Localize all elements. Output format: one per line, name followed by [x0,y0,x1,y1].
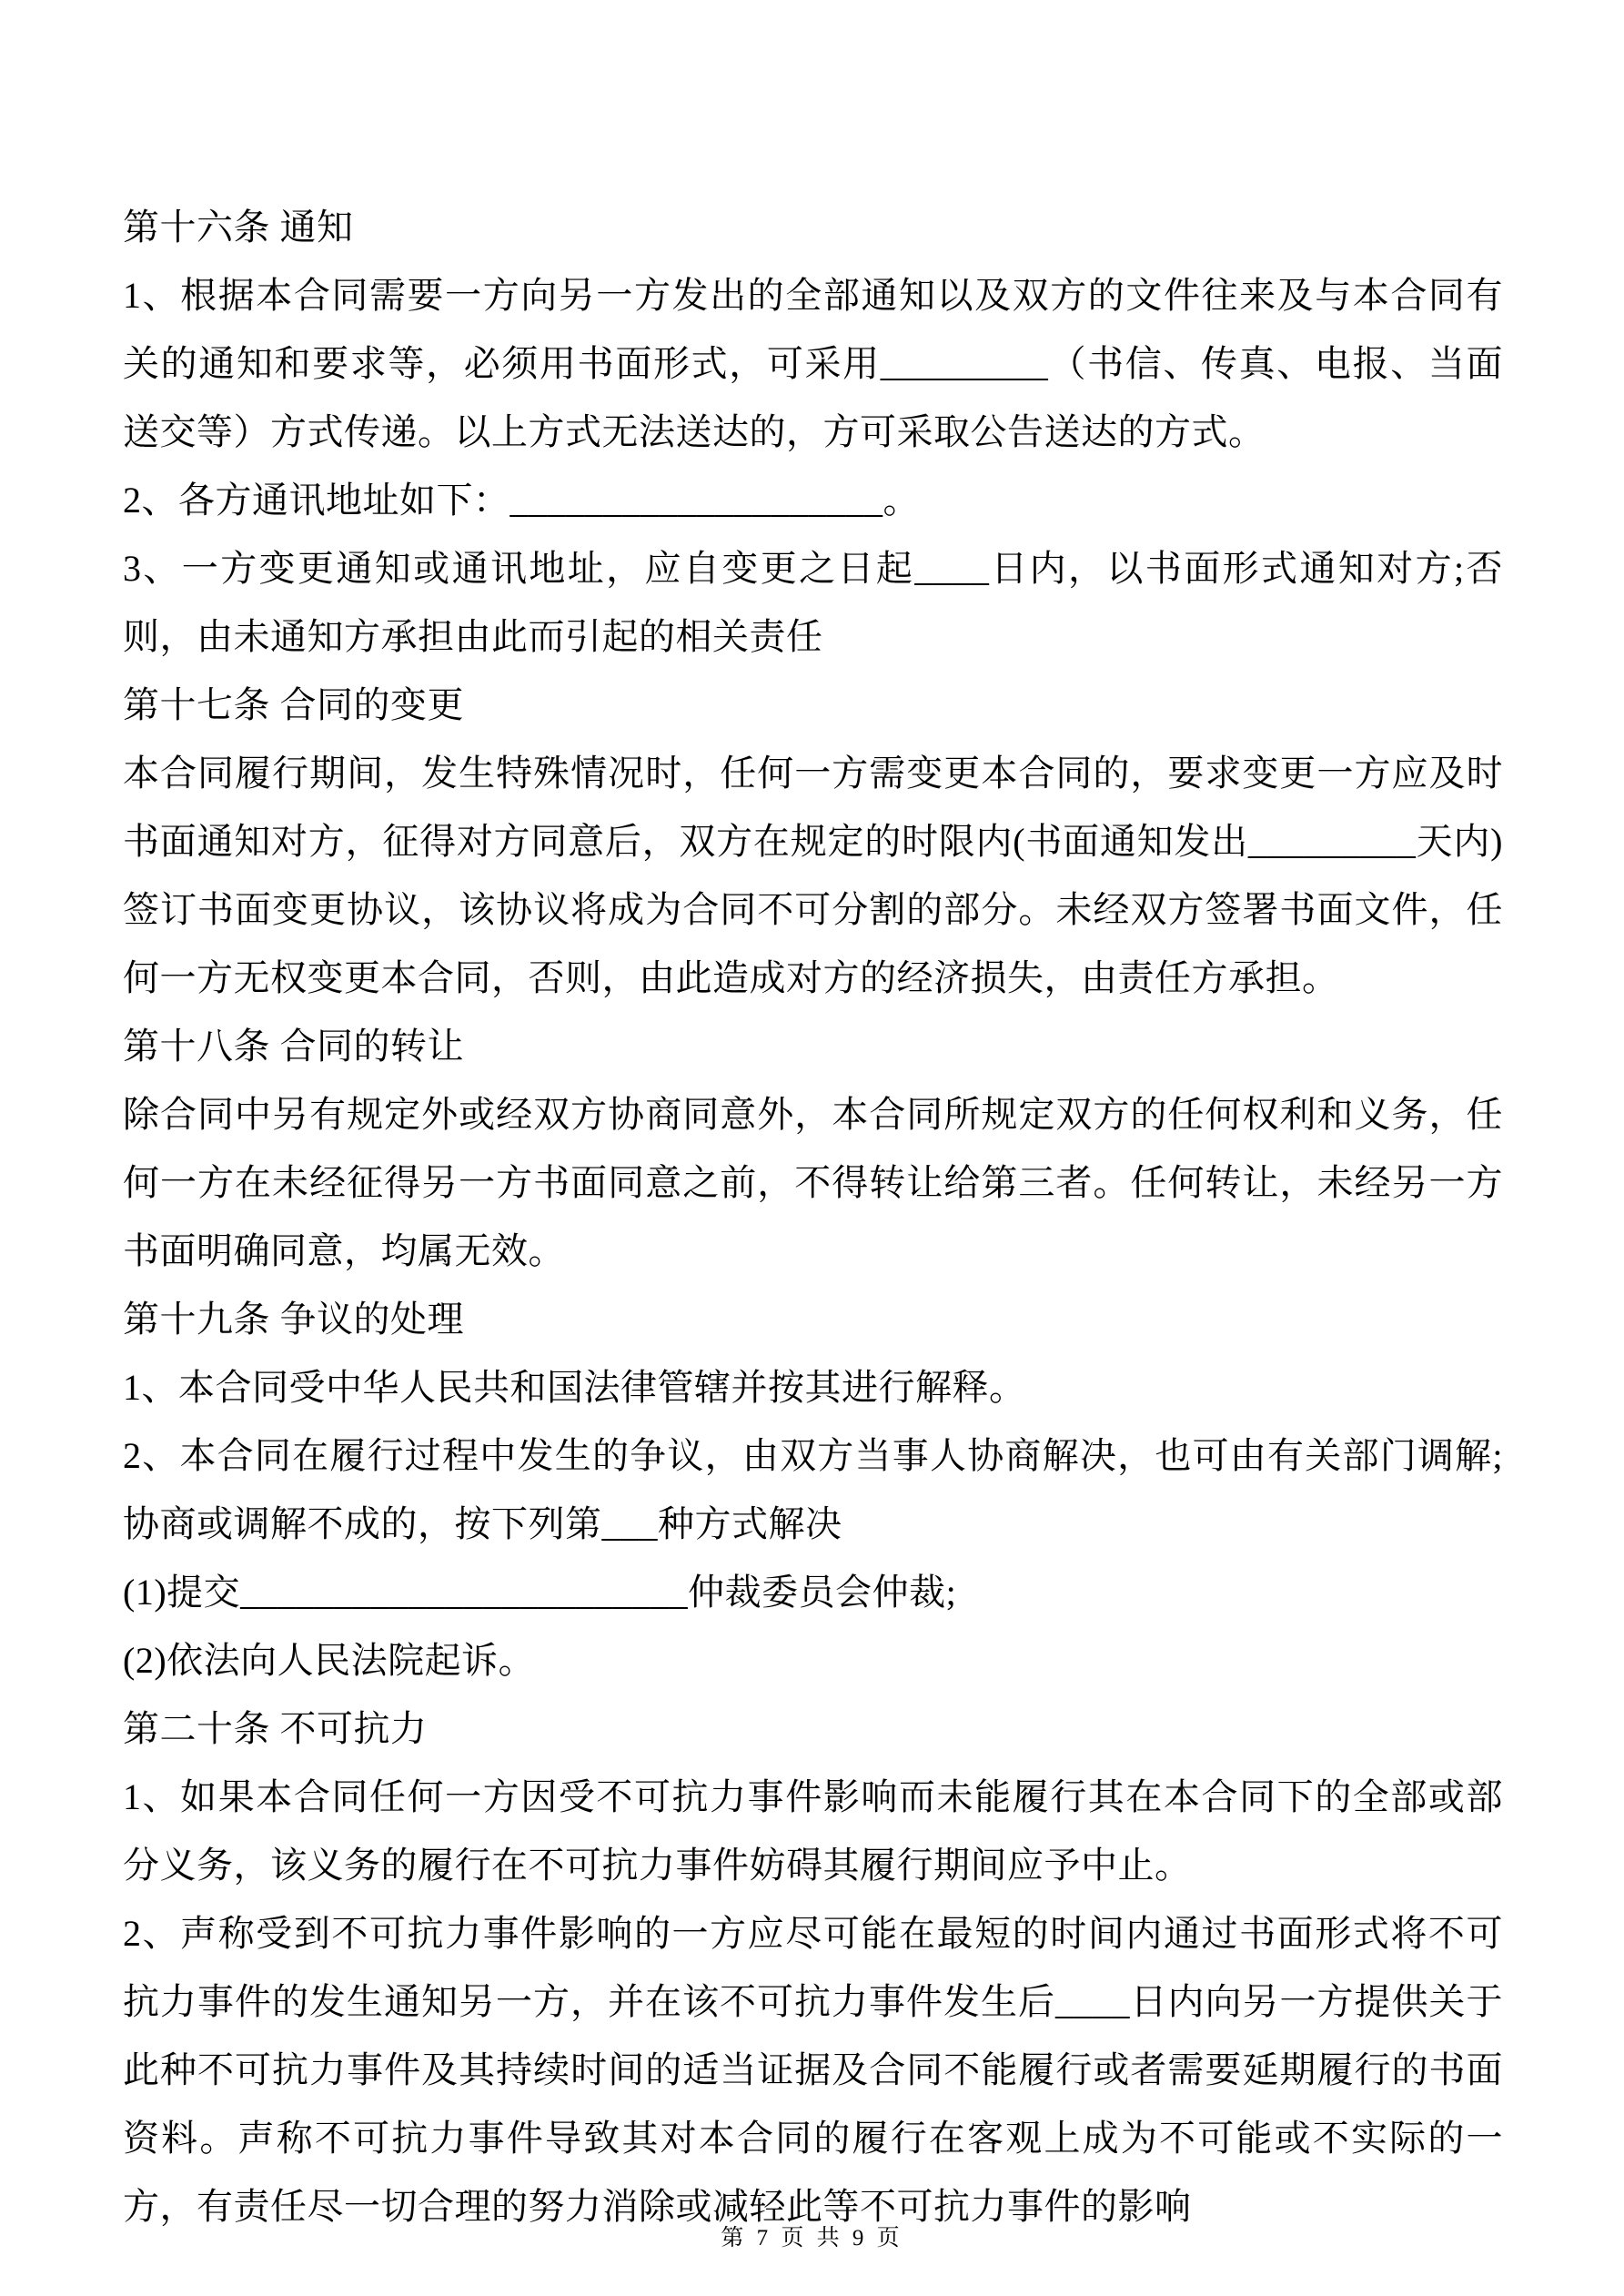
page-footer: 第 7 页 共 9 页 [721,2226,903,2250]
article-heading: 第十六条 通知 [123,207,354,248]
contract-body [123,193,1503,2240]
paragraph: 除合同中另有规定外或经双方协商同意外，本合同所规定双方的任何权利和义务，任何一方在未经征得另一方书面同意之前，不得转让给第三者。任何转让，未经另一方书面明确同意，均属无效。 [123,1094,1503,1271]
article-heading: 第十七条 合同的变更 [123,684,464,725]
paragraph: 本合同履行期间，发生特殊情况时，任何一方需变更本合同的，要求变更一方应及时书面通知对方，征得对方同意后，双方在规定的时限内(书面通知发出_________天内)签订书面变更协议，该协议将成为合同不可分割的部分。未经双方签署书面文件，任何一方无权变更本合同，否则，由此造成对方的经济损失，由责任方承担。 [123,753,1503,998]
article-heading: 第二十条 不可抗力 [123,1708,428,1749]
paragraph: 2、本合同在履行过程中发生的争议，由双方当事人协商解决，也可由有关部门调解;协商或调解不成的，按下列第___种方式解决 [123,1435,1503,1544]
article-heading: 第十九条 争议的处理 [123,1299,464,1340]
article-heading: 第十八条 合同的转让 [123,1026,464,1067]
paragraph: 1、根据本合同需要一方向另一方发出的全部通知以及双方的文件往来及与本合同有关的通知和要求等，必须用书面形式，可采用_________（书信、传真、电报、当面送交等）方式传递。以上方式无法送达的，方可采取公告送达的方式。 [123,275,1503,452]
paragraph: (2)依法向人民法院起诉。 [123,1640,536,1681]
paragraph: 1、本合同受中华人民共和国法律管辖并按其进行解释。 [123,1367,1026,1408]
paragraph: 1、如果本合同任何一方因受不可抗力事件影响而未能履行其在本合同下的全部或部分义务，该义务的履行在不可抗力事件妨碍其履行期间应予中止。 [123,1776,1503,1886]
paragraph: 2、各方通讯地址如下：____________________。 [123,480,920,521]
paragraph: (1)提交________________________仲裁委员会仲裁; [123,1572,957,1613]
paragraph: 2、声称受到不可抗力事件影响的一方应尽可能在最短的时间内通过书面形式将不可抗力事件的发生通知另一方，并在该不可抗力事件发生后____日内向另一方提供关于此种不可抗力事件及其持续时间的适当证据及合同不能履行或者需要延期履行的书面资料。声称不可抗力事件导致其对本合同的履行在客观上成为不可能或不实际的一方，有责任尽一切合理的努力消除或减轻此等不可抗力事件的影响 [123,1913,1503,2227]
paragraph: 3、一方变更通知或通讯地址，应自变更之日起____日内，以书面形式通知对方;否则，由未通知方承担由此而引起的相关责任 [123,548,1503,657]
